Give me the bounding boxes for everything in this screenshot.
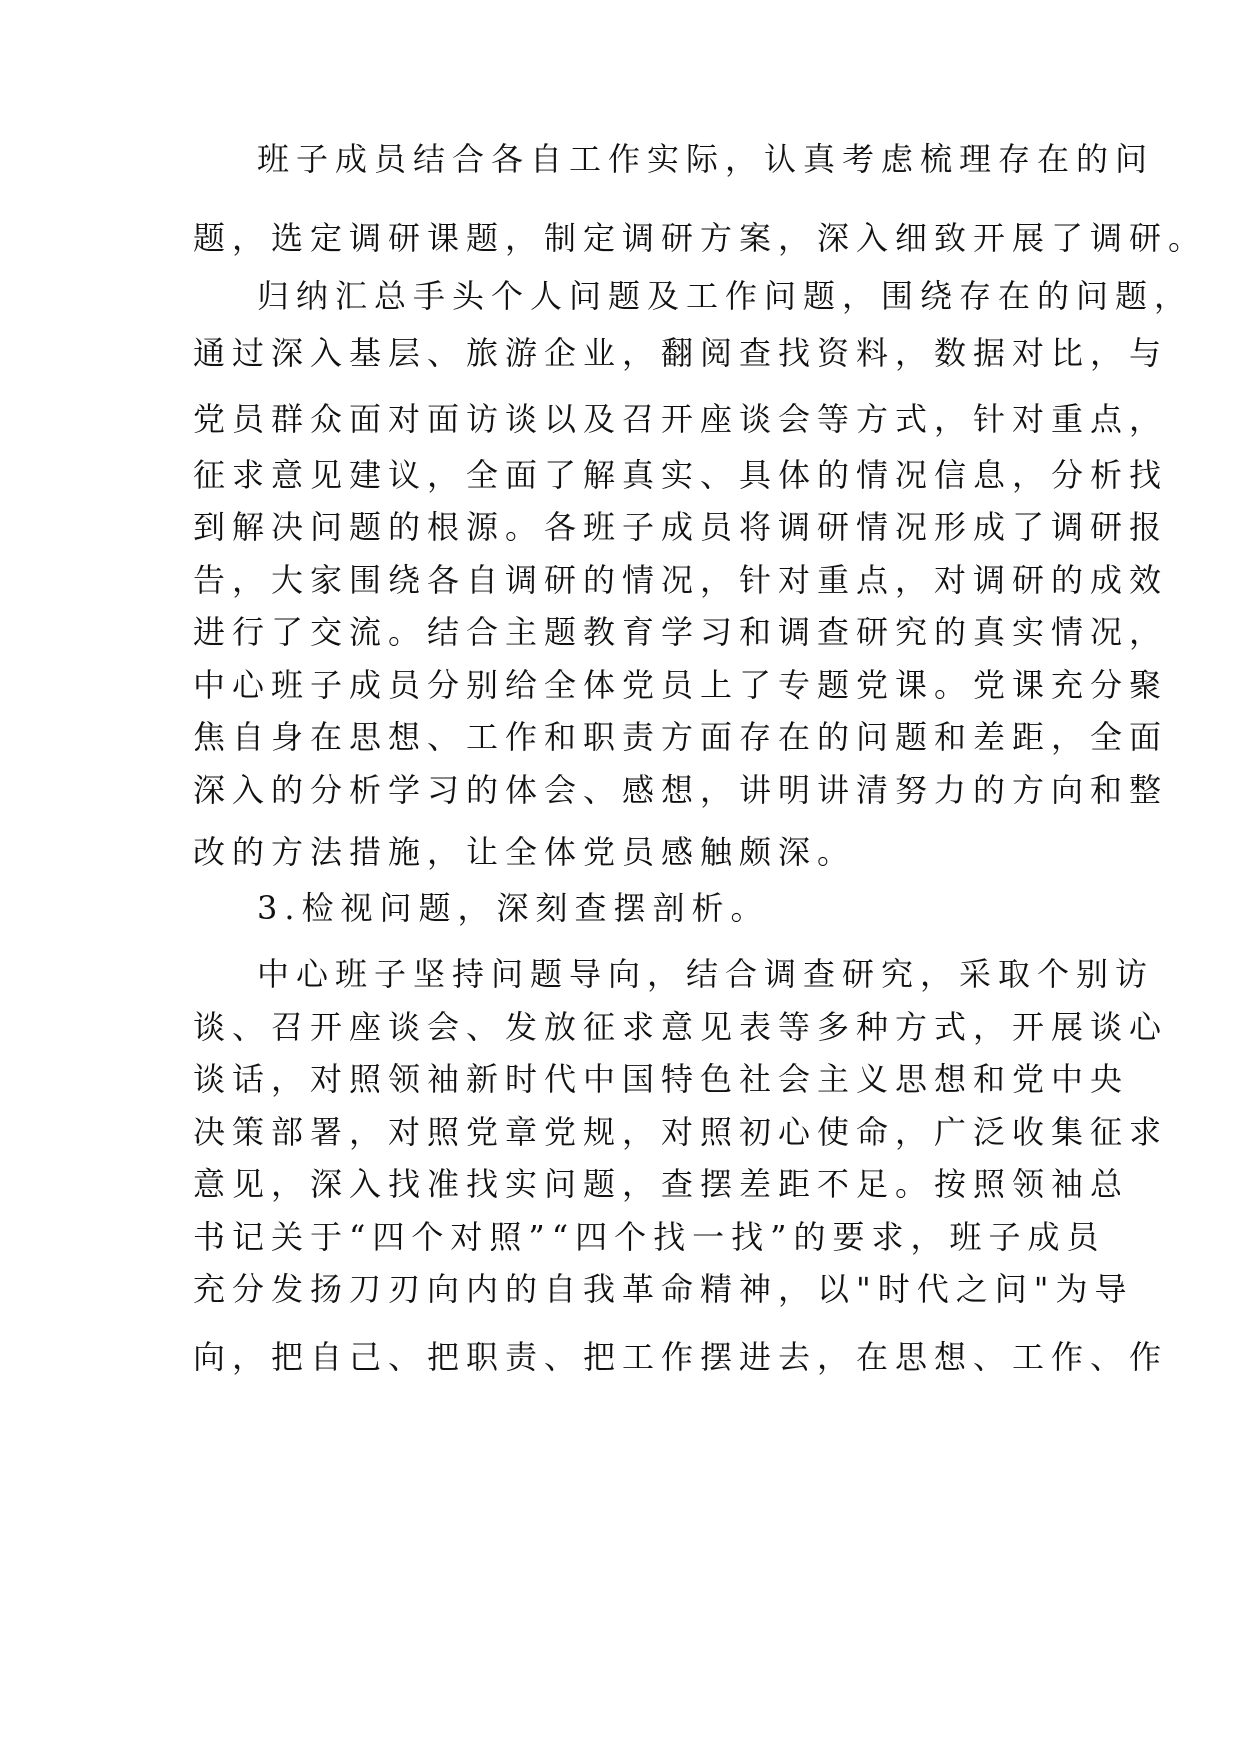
text-line: 进行了交流。结合主题教育学习和调查研究的真实情况，: [193, 613, 1169, 651]
text-line: 向，把自己、把职责、把工作摆进去，在思想、工作、作: [193, 1338, 1169, 1376]
text-line: 焦自身在思想、工作和职责方面存在的问题和差距，全面: [193, 718, 1169, 756]
text-line: 告，大家围绕各自调研的情况，针对重点，对调研的成效: [193, 561, 1169, 599]
text-line: 改的方法措施，让全体党员感触颇深。: [193, 833, 857, 871]
text-line: 决策部署，对照党章党规，对照初心使命，广泛收集征求: [193, 1113, 1169, 1151]
section-heading: 3.检视问题，深刻查摆剖析。: [257, 889, 770, 927]
text-line: 班子成员结合各自工作实际，认真考虑梳理存在的问: [257, 140, 1155, 178]
text-line: 党员群众面对面访谈以及召开座谈会等方式，针对重点，: [193, 400, 1169, 438]
text-line: 意见，深入找准找实问题，查摆差距不足。按照领袖总: [193, 1165, 1130, 1203]
text-line: 谈、召开座谈会、发放征求意见表等多种方式，开展谈心: [193, 1008, 1169, 1046]
text-line: 征求意见建议，全面了解真实、具体的情况信息，分析找: [193, 456, 1169, 494]
text-line: 题，选定调研课题，制定调研方案，深入细致开展了调研。: [193, 219, 1208, 257]
text-line: 到解决问题的根源。各班子成员将调研情况形成了调研报: [193, 508, 1169, 546]
text-line: 归纳汇总手头个人问题及工作问题，围绕存在的问题，: [257, 277, 1194, 315]
text-line: 书记关于“四个对照”“四个找一找”的要求，班子成员: [193, 1218, 1106, 1256]
text-line: 深入的分析学习的体会、感想，讲明讲清努力的方向和整: [193, 771, 1169, 809]
text-line: 充分发扬刀刃向内的自我革命精神，以"时代之问"为导: [193, 1270, 1134, 1308]
text-line: 中心班子成员分别给全体党员上了专题党课。党课充分聚: [193, 666, 1169, 704]
text-line: 谈话，对照领袖新时代中国特色社会主义思想和党中央: [193, 1060, 1130, 1098]
text-line: 通过深入基层、旅游企业，翻阅查找资料，数据对比，与: [193, 334, 1169, 372]
text-line: 中心班子坚持问题导向，结合调查研究，采取个别访: [257, 955, 1155, 993]
